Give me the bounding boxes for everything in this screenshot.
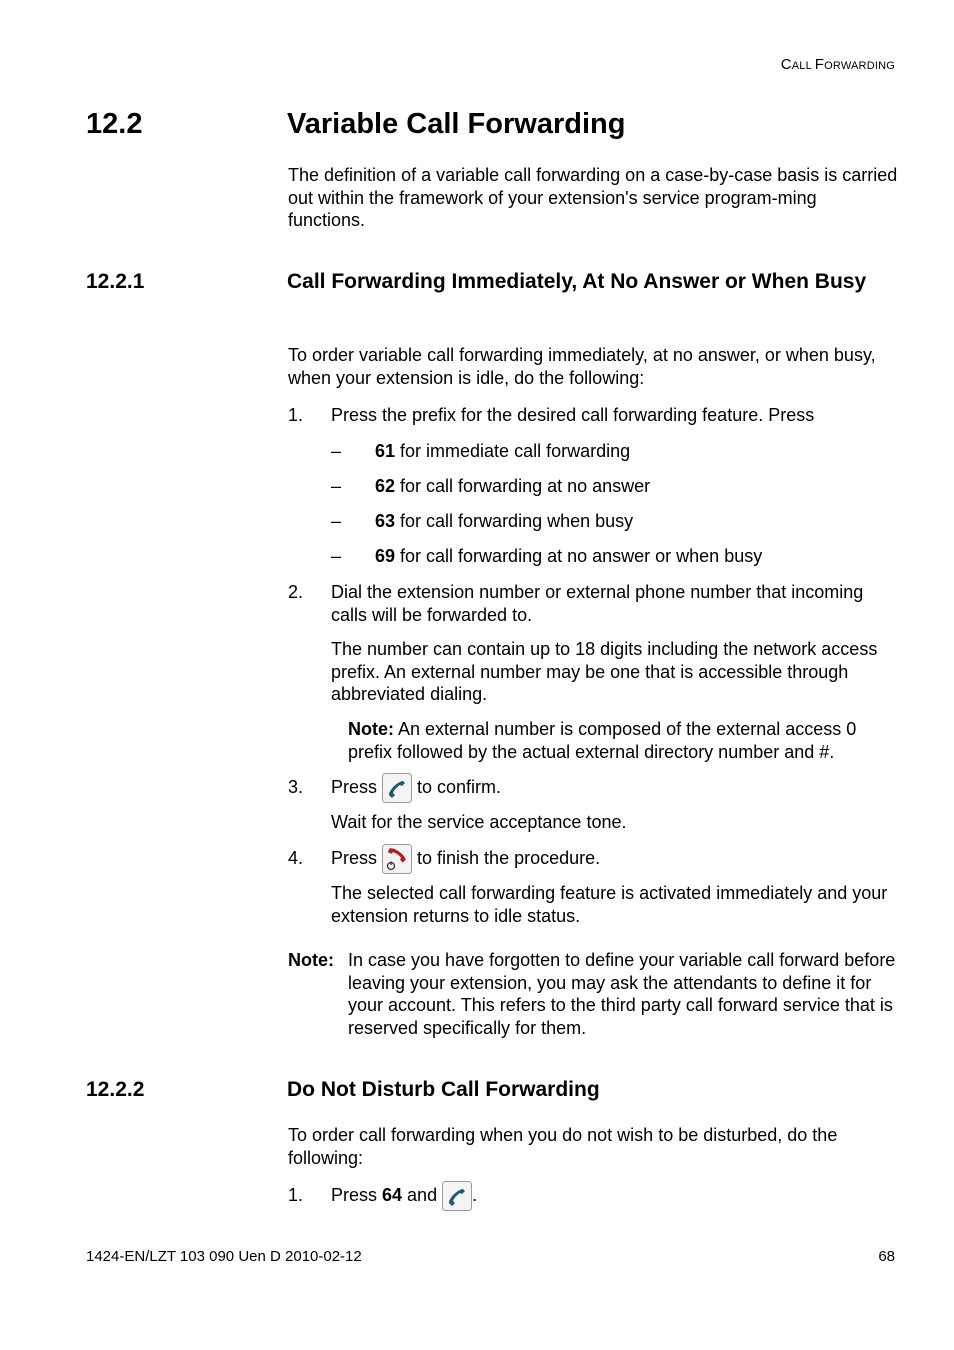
list-dash: –: [331, 546, 342, 566]
section-number: 12.2: [86, 108, 143, 140]
step-detail: The number can contain up to 18 digits including the network access prefix. An external number may be one that is accessible through abbreviated dialing.: [331, 639, 878, 705]
step-text: Press to confirm.: [331, 771, 898, 803]
subsection-intro: To order call forwarding when you do not wish to be disturbed, do the following:: [288, 1125, 838, 1168]
section-intro: The definition of a variable call forwarding on a case-by-case basis is carried out within the framework of your extension's service program-ming functions.: [288, 165, 898, 231]
list-dash: –: [331, 511, 342, 531]
step-number: 2.: [288, 582, 304, 602]
subsection-intro: To order variable call forwarding immediately, at no answer, or when busy, when your extension is idle, do the following:: [288, 345, 876, 388]
page-number: 68: [878, 1248, 895, 1265]
note-text: In case you have forgotten to define your variable call forward before leaving your extension, you may ask the attendants to define it for your account. This refers to the third party call forward service that is reserved specifically for them.: [348, 950, 896, 1039]
step-detail: The selected call forwarding feature is activated immediately and your extension returns to idle status.: [331, 883, 888, 926]
step-number: 4.: [288, 848, 304, 868]
list-dash: –: [331, 441, 342, 461]
step-text: Dial the extension number or external phone number that incoming calls will be forwarded to.: [331, 582, 864, 625]
inline-note: Note: An external number is composed of the external access 0 prefix followed by the actual external directory number and #.: [348, 719, 857, 762]
step-text: Press to finish the procedure.: [331, 842, 898, 874]
section-title: Variable Call Forwarding: [287, 108, 626, 140]
subsection-number: 12.2.1: [86, 270, 145, 293]
list-dash: –: [331, 476, 342, 496]
list-item: 63 for call forwarding when busy: [375, 511, 634, 531]
step-number: 1.: [288, 1185, 304, 1205]
footer-doc-id: 1424-EN/LZT 103 090 Uen D 2010-02-12: [86, 1248, 362, 1265]
phone-offhook-icon: [382, 773, 412, 803]
list-item: 69 for call forwarding at no answer or when busy: [375, 546, 763, 566]
step-detail: Wait for the service acceptance tone.: [331, 812, 627, 832]
phone-onhook-icon: [382, 844, 412, 874]
step-text: Press 64 and .: [331, 1179, 898, 1211]
note-label: Note:: [288, 950, 334, 970]
list-item: 62 for call forwarding at no answer: [375, 476, 651, 496]
running-header: CALL FORWARDING: [780, 56, 895, 73]
list-item: 61 for immediate call forwarding: [375, 441, 631, 461]
step-number: 1.: [288, 405, 304, 425]
subsection-title: Do Not Disturb Call Forwarding: [287, 1078, 600, 1101]
step-text: Press the prefix for the desired call forwarding feature. Press: [331, 405, 815, 425]
subsection-title: Call Forwarding Immediately, At No Answer or When Busy: [287, 270, 867, 293]
subsection-number: 12.2.2: [86, 1078, 145, 1101]
step-number: 3.: [288, 777, 304, 797]
phone-offhook-icon: [442, 1181, 472, 1211]
